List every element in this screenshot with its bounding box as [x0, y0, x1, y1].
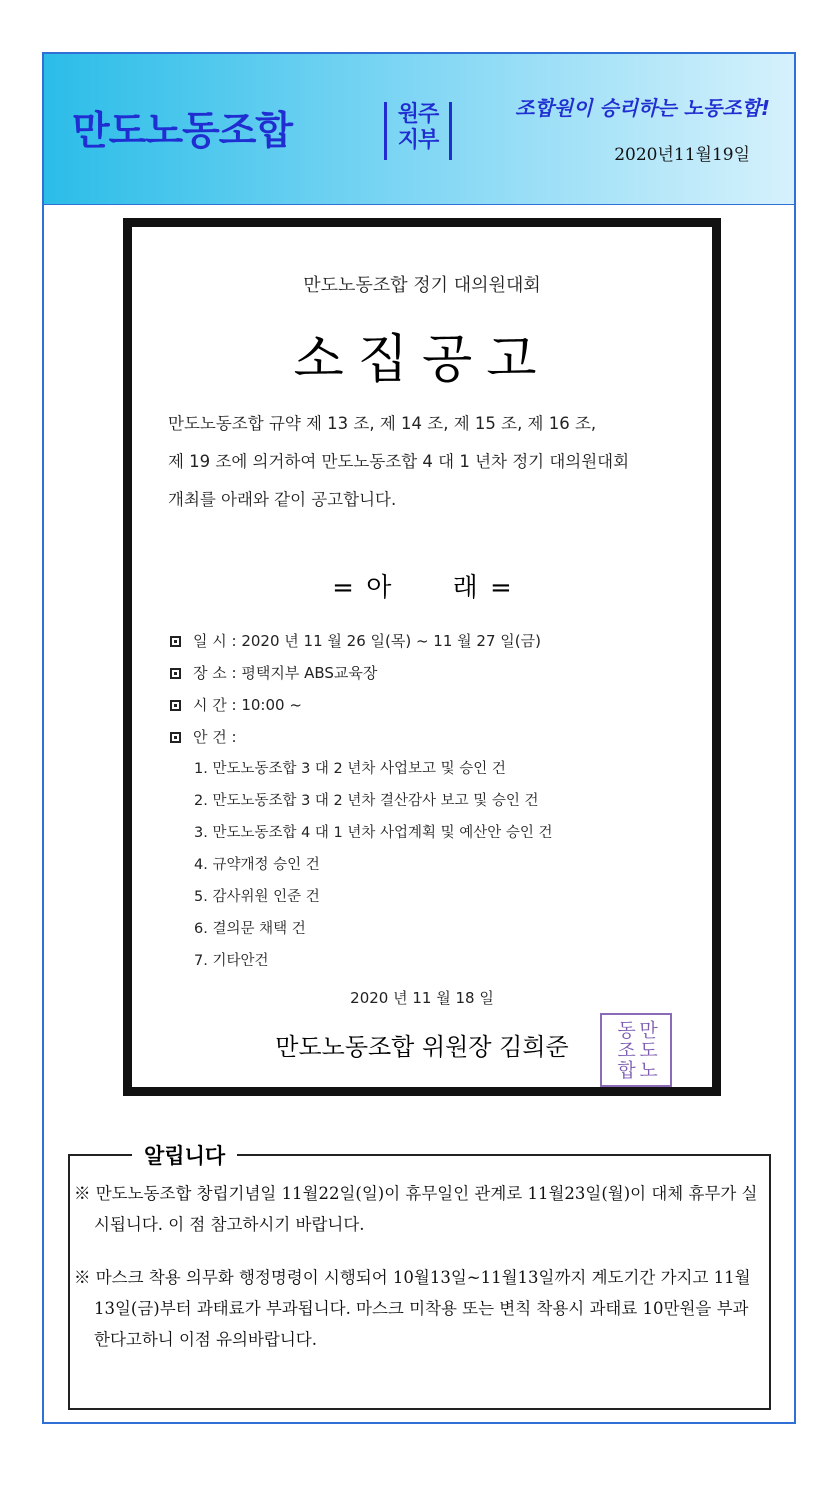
notice-items	[170, 625, 690, 753]
body-line: 제 19 조에 의거하여 만도노동조합 4 대 1 년차 정기 대의원대회	[168, 452, 630, 471]
announcement-box	[68, 1144, 771, 1410]
list-item	[170, 689, 690, 721]
list-item	[170, 657, 690, 689]
agenda-list	[194, 753, 694, 977]
notice-date: 2020 년 11 월 18 일	[350, 989, 494, 1007]
agenda-item: 2. 만도노동조합 3 대 2 년차 결산감사 보고 및 승인 건	[194, 793, 539, 809]
branch-line1: 원주	[397, 102, 439, 127]
body-line: 개최를 아래와 같이 공고합니다.	[168, 490, 397, 509]
notice-signature: 만도노동조합 위원장 김희준	[275, 1033, 569, 1061]
item-time: 시 간 : 10:00 ~	[193, 696, 302, 714]
agenda-item: 4. 규약개정 승인 건	[194, 857, 320, 873]
branch-line2: 지부	[397, 128, 439, 153]
newsletter-frame	[42, 52, 796, 1424]
agenda-item: 6. 결의문 채택 건	[194, 921, 306, 937]
announcement-paragraph: ※ 마스크 착용 의무화 행정명령이 시행되어 10월13일~11월13일까지 계도기간 가지고 11월13일(금)부터 과태료가 부과됩니다. 마스크 미착용 또는 변칙 착용시 과태료 10만원을 부과한다고하니 이점 유의바랍니다.	[74, 1268, 751, 1349]
square-bullet-icon	[170, 700, 181, 711]
arae-heading: = 아 래 =	[332, 573, 512, 603]
announcement-title: 알립니다	[132, 1140, 237, 1170]
announcement-text	[74, 1178, 764, 1377]
square-bullet-icon	[170, 636, 181, 647]
notice-title: 소집공고	[293, 330, 551, 390]
item-agenda-label: 안 건 :	[193, 728, 237, 746]
body-line: 만도노동조합 규약 제 13 조, 제 14 조, 제 15 조, 제 16 조,	[168, 414, 597, 433]
agenda-item: 7. 기타안건	[194, 953, 269, 969]
branch-badge	[384, 102, 452, 160]
agenda-item: 5. 감사위원 인준 건	[194, 889, 320, 905]
square-bullet-icon	[170, 668, 181, 679]
notice-subtitle: 만도노동조합 정기 대의원대회	[303, 275, 541, 296]
announcement-paragraph: ※ 만도노동조합 창립기념일 11월22일(일)이 휴무일인 관계로 11월23일(월)이 대체 휴무가 실시됩니다. 이 점 참고하시기 바랍니다.	[74, 1184, 758, 1234]
item-schedule: 일 시 : 2020 년 11 월 26 일(목) ~ 11 월 27 일(금)	[193, 632, 541, 650]
agenda-item: 1. 만도노동조합 3 대 2 년차 사업보고 및 승인 건	[194, 761, 506, 777]
list-item	[170, 721, 690, 753]
official-seal: 만도노동조합	[600, 1013, 672, 1087]
item-location: 장 소 : 평택지부 ABS교육장	[193, 664, 378, 682]
issue-date: 2020년11월19일	[614, 145, 750, 165]
union-logo: 만도노동조합	[72, 109, 293, 154]
convocation-notice	[123, 218, 721, 1096]
list-item	[170, 625, 690, 657]
slogan: 조합원이 승리하는 노동조합!	[515, 96, 770, 120]
agenda-item: 3. 만도노동조합 4 대 1 년차 사업계획 및 예산안 승인 건	[194, 825, 553, 841]
notice-body	[168, 405, 688, 519]
header-banner	[44, 54, 794, 205]
square-bullet-icon	[170, 732, 181, 743]
